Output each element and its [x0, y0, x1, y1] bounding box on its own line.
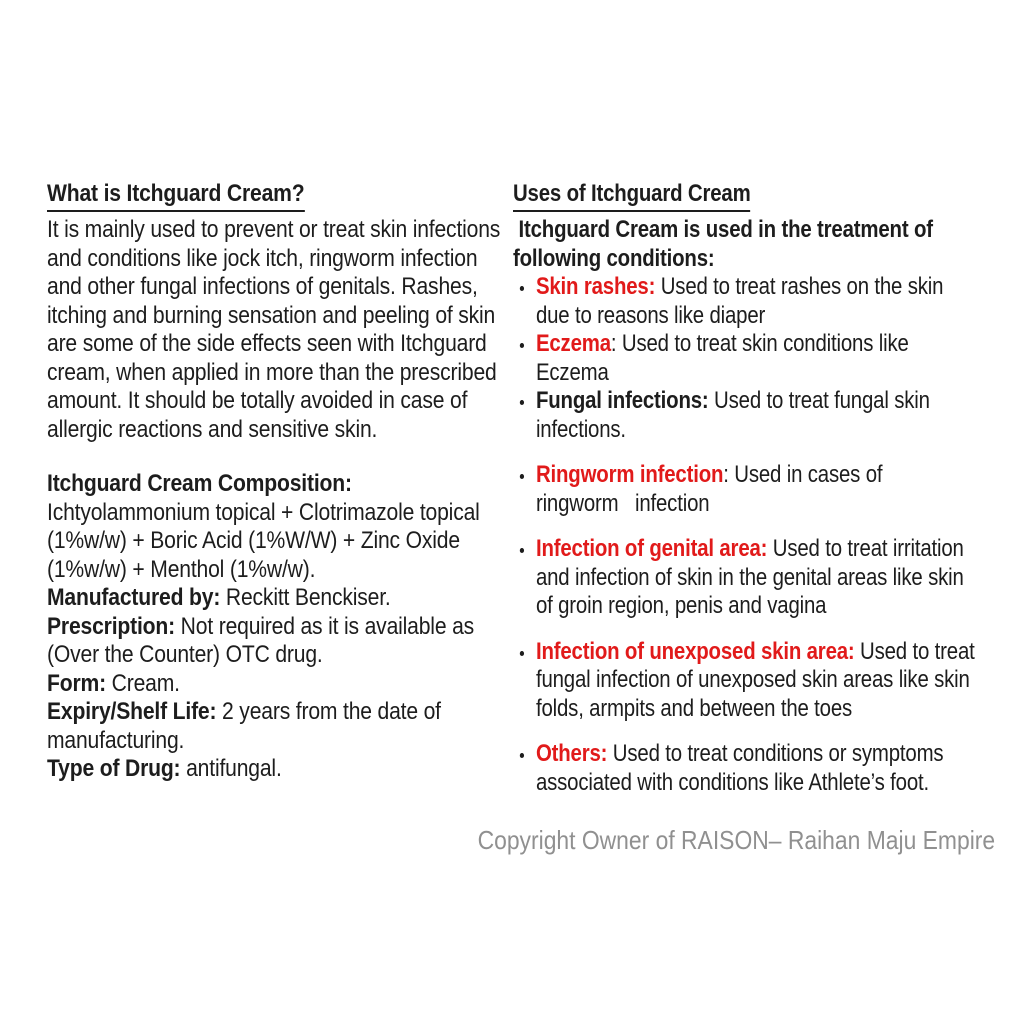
- use-text: : Used to treat skin conditions like Eczema: [535, 330, 909, 386]
- copyright-notice: [407, 825, 995, 855]
- use-text: Used to treat fungal infection of unexposed skin areas like skin folds, armpits and between the toes: [535, 637, 975, 722]
- detail-label: Form:: [47, 669, 106, 697]
- detail-label: Manufactured by:: [47, 584, 221, 611]
- detail-row: [47, 613, 517, 670]
- right-heading-text: Uses of Itchguard Cream: [513, 179, 751, 212]
- use-label: Others:: [535, 740, 608, 767]
- use-label: Skin rashes:: [535, 273, 656, 300]
- use-item: [513, 535, 979, 621]
- detail-row: [47, 584, 517, 613]
- use-item: [513, 461, 979, 518]
- detail-row: [47, 755, 517, 784]
- detail-row: [47, 670, 517, 699]
- use-label: Fungal infections:: [535, 387, 709, 414]
- use-item: [513, 638, 979, 724]
- left-heading-text: What is Itchguard Cream?: [47, 179, 304, 212]
- detail-text: antifungal.: [180, 755, 282, 782]
- use-text: Used to treat irritation and infection of skin in the genital areas like skin of groin region, penis and vagina: [535, 535, 964, 619]
- use-label: Infection of unexposed skin area:: [535, 637, 855, 665]
- use-label: Eczema: [535, 330, 611, 357]
- detail-text: Reckitt Benckiser.: [220, 584, 391, 611]
- detail-label: Itchguard Cream Composition:: [47, 470, 352, 497]
- use-label: Ringworm infection: [535, 461, 724, 488]
- left-column: [47, 179, 517, 784]
- use-text: Used to treat fungal skin infections.: [535, 387, 930, 443]
- detail-text: 2 years from the date of manufacturing.: [47, 698, 441, 754]
- use-item: [513, 740, 979, 797]
- use-item: [513, 273, 979, 330]
- copyright-text: Copyright Owner of RAISON– Raihan Maju Empire: [477, 825, 995, 855]
- uses-list: [513, 273, 979, 797]
- detail-text: Ichtyolammonium topical + Clotrimazole topical (1%w/w) + Boric Acid (1%W/W) + Zinc Oxide (1%w/w) + Menthol (1%w/w).: [47, 498, 480, 583]
- description-paragraph: It is mainly used to prevent or treat skin infections and conditions like jock itch, ringworm infection and other fungal infections of genitals. Rashes, itching and burning sensation and peeling of skin are some of the side effects seen with Itchguard cream, when applied in more than the prescribed amount. It should be totally avoided in case of allergic reactions and sensitive skin.: [47, 216, 501, 443]
- use-item: [513, 387, 979, 444]
- use-label: Infection of genital area:: [535, 535, 768, 562]
- detail-text: Not required as it is available as (Over the Counter) OTC drug.: [47, 612, 475, 668]
- detail-row: [47, 698, 517, 755]
- detail-row: [47, 470, 517, 584]
- use-text: : Used in cases of ringworm infection: [535, 461, 883, 517]
- detail-text: Cream.: [105, 669, 180, 697]
- use-text: Used to treat conditions or symptoms associated with conditions like Athlete’s foot.: [535, 740, 944, 796]
- detail-label: Prescription:: [47, 612, 175, 640]
- uses-intro-text: Itchguard Cream is used in the treatment of following conditions:: [513, 216, 939, 272]
- product-details-list: [47, 470, 517, 784]
- use-text: Used to treat rashes on the skin due to reasons like diaper: [535, 273, 944, 329]
- right-column: [513, 179, 979, 797]
- left-column-heading: [47, 179, 517, 212]
- detail-label: Expiry/Shelf Life:: [47, 698, 217, 725]
- detail-label: Type of Drug:: [47, 755, 181, 782]
- right-column-heading: [513, 179, 979, 212]
- use-item: [513, 330, 979, 387]
